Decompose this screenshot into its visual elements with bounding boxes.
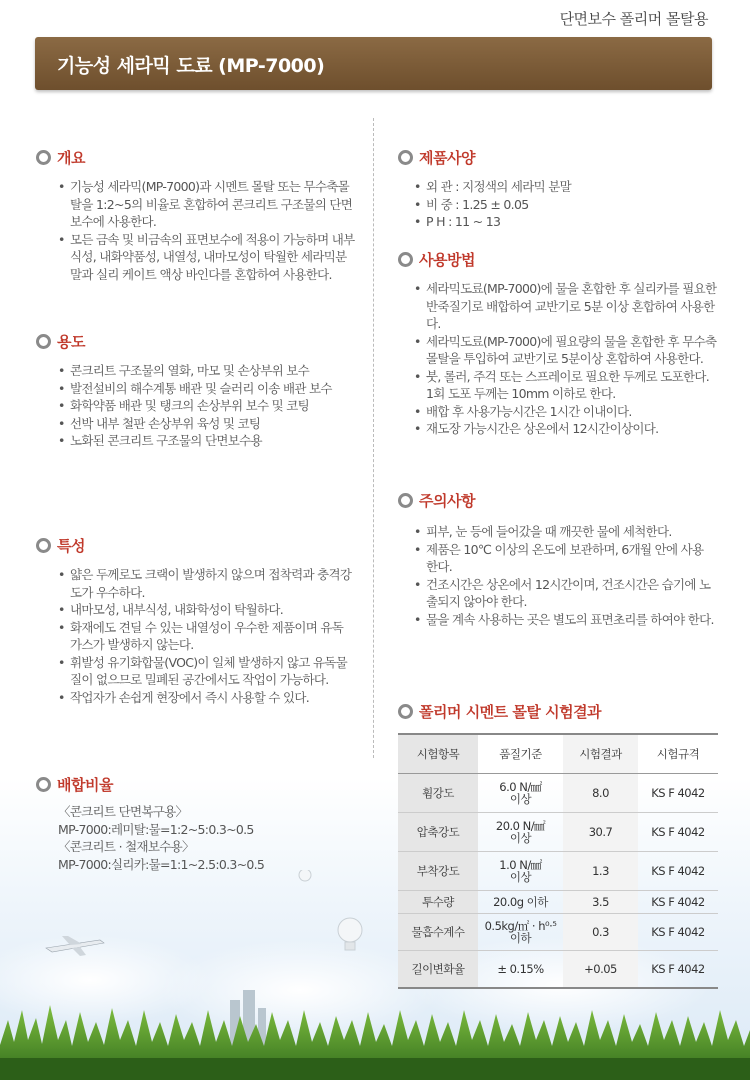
overview-list bbox=[58, 178, 356, 283]
section-features bbox=[36, 534, 356, 706]
section-title: 폴리머 시멘트 몰탈 시험결과 bbox=[419, 702, 602, 721]
table-row bbox=[398, 890, 718, 913]
standard-cell bbox=[478, 773, 563, 812]
spec-cell: KS F 4042 bbox=[638, 851, 718, 890]
spec-cell: KS F 4042 bbox=[638, 773, 718, 812]
list-item: • P H : 11 ~ 13 bbox=[414, 213, 718, 231]
spec-cell: KS F 4042 bbox=[638, 913, 718, 950]
list-item: • 피부, 눈 등에 들어갔을 때 깨끗한 물에 세척한다. bbox=[414, 523, 714, 541]
standard-suffix: 이하 bbox=[509, 930, 532, 945]
mix-line: MP-7000:레미탈:물=1:2~5:0.3~0.5 bbox=[58, 821, 254, 837]
standard-value: 0.5kg/㎡ · h⁰·⁵ bbox=[484, 918, 557, 933]
table-row bbox=[398, 950, 718, 988]
category-label: 단면보수 폴리머 몰탈용 bbox=[559, 10, 708, 28]
circle-bullet-icon bbox=[36, 334, 51, 349]
circle-bullet-icon bbox=[36, 150, 51, 165]
list-item: • 외 관 : 지정색의 세라믹 분말 bbox=[414, 178, 718, 196]
list-item: • 기능성 세라믹(MP-7000)과 시멘트 몰탈 또는 무수축몰탈을 1:2~5의 비율로 혼합하여 콘크리트 구조물의 단면보수에 사용한다. bbox=[58, 178, 356, 231]
list-item: • 모든 금속 및 비금속의 표면보수에 적용이 가능하며 내부식성, 내화약품성, 내열성, 내마모성이 탁월한 세라믹분말과 실리 케이트 액상 바인다를 혼합하여 사용한다. bbox=[58, 231, 356, 284]
circle-bullet-icon bbox=[36, 777, 51, 792]
spec-cell: KS F 4042 bbox=[638, 812, 718, 851]
test-item-cell: 압축강도 bbox=[398, 812, 478, 851]
standard-value: 6.0 N/㎟ bbox=[499, 779, 542, 794]
section-title: 용도 bbox=[57, 332, 85, 351]
mix-line: MP-7000:실리카:물=1:1~2.5:0.3~0.5 bbox=[58, 856, 265, 872]
list-item: • 선박 내부 철판 손상부위 육성 및 코팅 bbox=[58, 415, 340, 433]
section-mix-ratio bbox=[36, 773, 356, 873]
section-usage bbox=[36, 330, 356, 450]
list-item: • 화학약품 배관 및 탱크의 손상부위 보수 및 코팅 bbox=[58, 397, 340, 415]
list-item: • 비 중 : 1.25 ± 0.05 bbox=[414, 196, 718, 214]
spec-cell: KS F 4042 bbox=[638, 950, 718, 988]
column-header: 시험결과 bbox=[563, 734, 638, 773]
standard-cell bbox=[478, 812, 563, 851]
list-item: • 건조시간은 상온에서 12시간이며, 건조시간은 습기에 노출되지 않아야 한다. bbox=[414, 576, 714, 611]
circle-bullet-icon bbox=[36, 538, 51, 553]
list-item: • 발전설비의 해수계통 배관 및 슬러리 이송 배관 보수 bbox=[58, 380, 340, 398]
list-item: • 휘발성 유기화합물(VOC)이 일체 발생하지 않고 유독물질이 없으므로 밀폐된 공간에서도 작업이 가능하다. bbox=[58, 654, 354, 689]
table-row bbox=[398, 812, 718, 851]
result-cell: +0.05 bbox=[563, 950, 638, 988]
section-method bbox=[398, 248, 718, 438]
results-table bbox=[398, 733, 718, 989]
result-cell: 0.3 bbox=[563, 913, 638, 950]
result-cell: 30.7 bbox=[563, 812, 638, 851]
result-cell: 3.5 bbox=[563, 890, 638, 913]
standard-cell bbox=[478, 890, 563, 913]
standard-suffix: 이상 bbox=[509, 869, 532, 884]
mix-ratio-lines bbox=[58, 803, 356, 873]
circle-bullet-icon bbox=[398, 150, 413, 165]
list-item: • 세라믹도료(MP-7000)에 물을 혼합한 후 실리카를 필요한 반죽질기로 배합하여 교반기로 5분 이상 혼합하여 사용한다. bbox=[414, 280, 718, 333]
features-list bbox=[58, 566, 354, 706]
column-header: 품질기준 bbox=[478, 734, 563, 773]
table-row bbox=[398, 851, 718, 890]
standard-suffix: 이상 bbox=[509, 791, 532, 806]
title-banner bbox=[35, 37, 712, 90]
circle-bullet-icon bbox=[398, 252, 413, 267]
test-item-cell: 투수량 bbox=[398, 890, 478, 913]
list-item: • 세라믹도료(MP-7000)에 필요량의 물을 혼합한 후 무수축 몰탈을 투입하여 교반기로 5분이상 혼합하여 사용한다. bbox=[414, 333, 718, 368]
list-item: • 재도장 가능시간은 상온에서 12시간이상이다. bbox=[414, 420, 718, 438]
mix-line: 〈콘크리트 단면복구용〉 bbox=[58, 804, 188, 819]
standard-cell bbox=[478, 950, 563, 988]
list-item: • 물을 계속 사용하는 곳은 별도의 표면초리를 하여야 한다. bbox=[414, 611, 714, 629]
mix-line: 〈콘크리트 · 철재보수용〉 bbox=[58, 839, 194, 854]
lightbulb-icon bbox=[299, 870, 362, 950]
standard-cell bbox=[478, 851, 563, 890]
test-item-cell: 물흡수계수 bbox=[398, 913, 478, 950]
section-caution bbox=[398, 489, 718, 628]
page-title: 기능성 세라믹 도료 (MP-7000) bbox=[57, 55, 325, 77]
standard-suffix: 이상 bbox=[509, 830, 532, 845]
table-row bbox=[398, 773, 718, 812]
list-item: • 화재에도 견딜 수 있는 내열성이 우수한 제품이며 유독가스가 발생하지 않는다. bbox=[58, 619, 354, 654]
section-title: 개요 bbox=[57, 148, 85, 167]
section-title: 제품사양 bbox=[419, 148, 475, 167]
test-item-cell: 휨강도 bbox=[398, 773, 478, 812]
list-item: • 콘크리트 구조물의 열화, 마모 및 손상부위 보수 bbox=[58, 362, 340, 380]
list-item: • 작업자가 손쉽게 현장에서 즉시 사용할 수 있다. bbox=[58, 689, 354, 707]
test-item-cell: 길이변화율 bbox=[398, 950, 478, 988]
test-item-cell: 부착강도 bbox=[398, 851, 478, 890]
list-item: • 배합 후 사용가능시간은 1시간 이내이다. bbox=[414, 403, 718, 421]
column-divider bbox=[373, 118, 374, 758]
spec-cell: KS F 4042 bbox=[638, 890, 718, 913]
table-row bbox=[398, 913, 718, 950]
section-results bbox=[398, 700, 718, 722]
list-item: • 붓, 롤러, 주걱 또는 스프레이로 필요한 두께로 도포한다. 1회 도포 두께는 10mm 이하로 한다. bbox=[414, 368, 718, 403]
list-item: • 제품은 10℃ 이상의 온도에 보관하며, 6개월 안에 사용한다. bbox=[414, 541, 714, 576]
standard-value: ± 0.15% bbox=[497, 961, 544, 976]
section-title: 주의사항 bbox=[419, 491, 475, 510]
result-cell: 8.0 bbox=[563, 773, 638, 812]
column-header: 시험규격 bbox=[638, 734, 718, 773]
section-overview bbox=[36, 146, 356, 283]
circle-bullet-icon bbox=[398, 704, 413, 719]
section-specs bbox=[398, 146, 718, 231]
list-item: • 노화된 콘크리트 구조물의 단면보수용 bbox=[58, 432, 340, 450]
section-title: 특성 bbox=[57, 536, 85, 555]
section-title: 배합비율 bbox=[57, 775, 113, 794]
column-header: 시험항목 bbox=[398, 734, 478, 773]
section-title: 사용방법 bbox=[419, 250, 475, 269]
list-item: • 얇은 두께로도 크랙이 발생하지 않으며 접착력과 충격강도가 우수하다. bbox=[58, 566, 354, 601]
method-list bbox=[414, 280, 718, 438]
list-item: • 내마모성, 내부식성, 내화학성이 탁월하다. bbox=[58, 601, 354, 619]
usage-list bbox=[58, 362, 340, 450]
standard-value: 20.0 N/㎟ bbox=[495, 818, 546, 833]
standard-value: 1.0 N/㎟ bbox=[499, 857, 542, 872]
circle-bullet-icon bbox=[398, 493, 413, 508]
result-cell: 1.3 bbox=[563, 851, 638, 890]
standard-value: 20.0g 이하 bbox=[493, 894, 548, 909]
caution-list bbox=[414, 523, 714, 628]
standard-cell bbox=[478, 913, 563, 950]
table-header-row bbox=[398, 734, 718, 773]
specs-list bbox=[414, 178, 718, 231]
